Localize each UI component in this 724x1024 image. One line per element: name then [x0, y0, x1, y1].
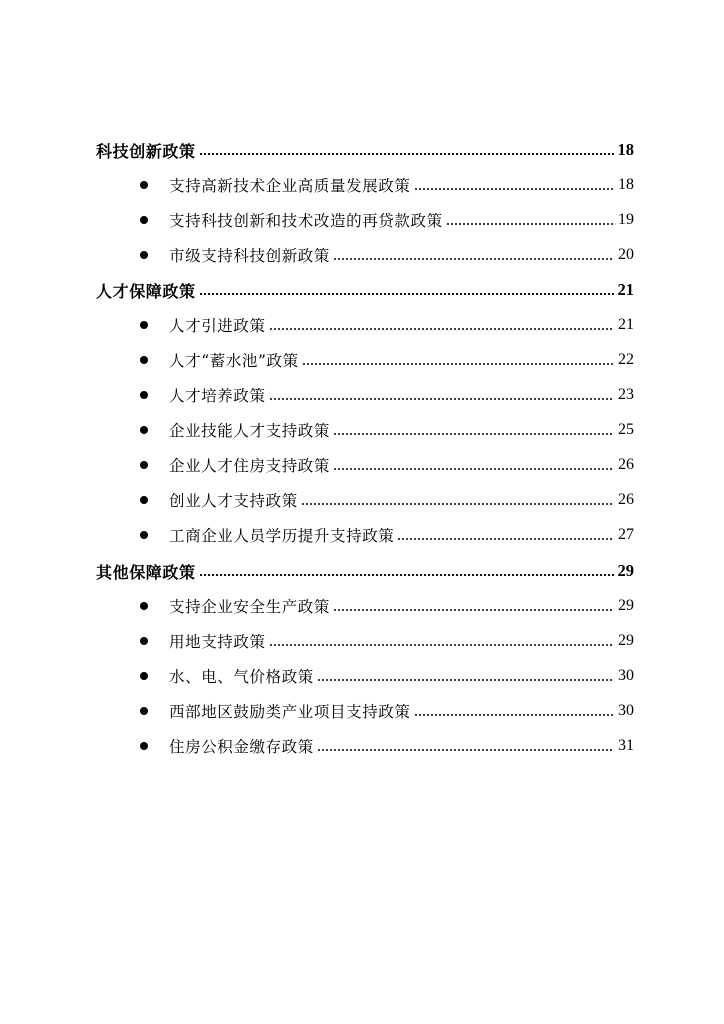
page-number: 22	[618, 351, 634, 368]
entry-title: 企业技能人才支持政策	[169, 422, 331, 440]
dot-leader	[333, 258, 614, 260]
toc-entry[interactable]	[140, 243, 634, 267]
bullet-icon	[140, 531, 148, 539]
entry-title: 人才培养政策	[169, 387, 266, 405]
dot-leader	[397, 538, 614, 540]
entry-title: 用地支持政策	[169, 633, 266, 651]
dot-leader	[269, 644, 614, 646]
entry-title: 支持科技创新和技术改造的再贷款政策	[169, 212, 443, 230]
dot-leader	[199, 574, 614, 576]
page-number: 26	[618, 456, 634, 473]
dot-leader	[269, 398, 614, 400]
page-number: 20	[618, 246, 634, 263]
page-number: 29	[617, 561, 634, 580]
page-number: 27	[618, 526, 634, 543]
toc-entry[interactable]	[140, 418, 634, 442]
page-number: 19	[618, 211, 634, 228]
bullet-icon	[140, 426, 148, 434]
toc-entry[interactable]	[140, 488, 634, 512]
entry-title: 水、电、气价格政策	[169, 668, 314, 686]
entry-title: 人才引进政策	[169, 317, 266, 335]
entry-title: 工商企业人员学历提升支持政策	[169, 527, 395, 545]
bullet-icon	[140, 496, 148, 504]
toc-entry[interactable]	[140, 348, 634, 372]
entry-title: 支持高新技术企业高质量发展政策	[169, 177, 411, 195]
bullet-icon	[140, 356, 148, 364]
toc-entry[interactable]	[140, 664, 634, 688]
toc-entry[interactable]	[140, 173, 634, 197]
bullet-icon	[140, 707, 148, 715]
bullet-icon	[140, 637, 148, 645]
toc-section-heading[interactable]	[96, 278, 634, 302]
toc-entry[interactable]	[140, 313, 634, 337]
bullet-icon	[140, 181, 148, 189]
toc-entry[interactable]	[140, 699, 634, 723]
bullet-icon	[140, 461, 148, 469]
entry-title: 企业人才住房支持政策	[169, 457, 331, 475]
page-number: 26	[618, 491, 634, 508]
page-number: 18	[617, 140, 634, 159]
dot-leader	[446, 223, 614, 225]
dot-leader	[414, 188, 614, 190]
page-number: 30	[618, 702, 634, 719]
section-title: 其他保障政策	[96, 562, 196, 582]
bullet-icon	[140, 391, 148, 399]
toc-entry[interactable]	[140, 383, 634, 407]
section-title: 人才保障政策	[96, 281, 196, 301]
dot-leader	[302, 363, 614, 365]
bullet-icon	[140, 321, 148, 329]
dot-leader	[199, 153, 614, 155]
toc-section-heading[interactable]	[96, 559, 634, 583]
toc-entry[interactable]	[140, 453, 634, 477]
entry-title: 住房公积金缴存政策	[169, 738, 314, 756]
bullet-icon	[140, 742, 148, 750]
toc-entry[interactable]	[140, 208, 634, 232]
entry-title: 支持企业安全生产政策	[169, 598, 331, 616]
page-number: 25	[618, 421, 634, 438]
toc-entry[interactable]	[140, 523, 634, 547]
dot-leader	[333, 433, 614, 435]
toc-entry[interactable]	[140, 734, 634, 758]
toc-entry[interactable]	[140, 594, 634, 618]
dot-leader	[317, 749, 614, 751]
page-number: 29	[618, 597, 634, 614]
page-number: 21	[618, 316, 634, 333]
page-number: 23	[618, 386, 634, 403]
toc-section-heading[interactable]	[96, 138, 634, 162]
page-number: 29	[618, 632, 634, 649]
dot-leader	[269, 328, 614, 330]
dot-leader	[414, 714, 614, 716]
bullet-icon	[140, 602, 148, 610]
toc-entry[interactable]	[140, 629, 634, 653]
dot-leader	[301, 503, 614, 505]
page-number: 30	[618, 667, 634, 684]
entry-title: 市级支持科技创新政策	[169, 247, 331, 265]
entry-title: 创业人才支持政策	[169, 492, 298, 510]
dot-leader	[199, 293, 614, 295]
page-number: 18	[618, 176, 634, 193]
dot-leader	[333, 468, 614, 470]
bullet-icon	[140, 251, 148, 259]
dot-leader	[333, 609, 614, 611]
page-number: 21	[617, 280, 634, 299]
bullet-icon	[140, 216, 148, 224]
entry-title: 西部地区鼓励类产业项目支持政策	[169, 703, 411, 721]
dot-leader	[317, 679, 614, 681]
entry-title: 人才“蓄水池”政策	[169, 352, 299, 370]
bullet-icon	[140, 672, 148, 680]
page-number: 31	[618, 737, 634, 754]
section-title: 科技创新政策	[96, 141, 196, 161]
